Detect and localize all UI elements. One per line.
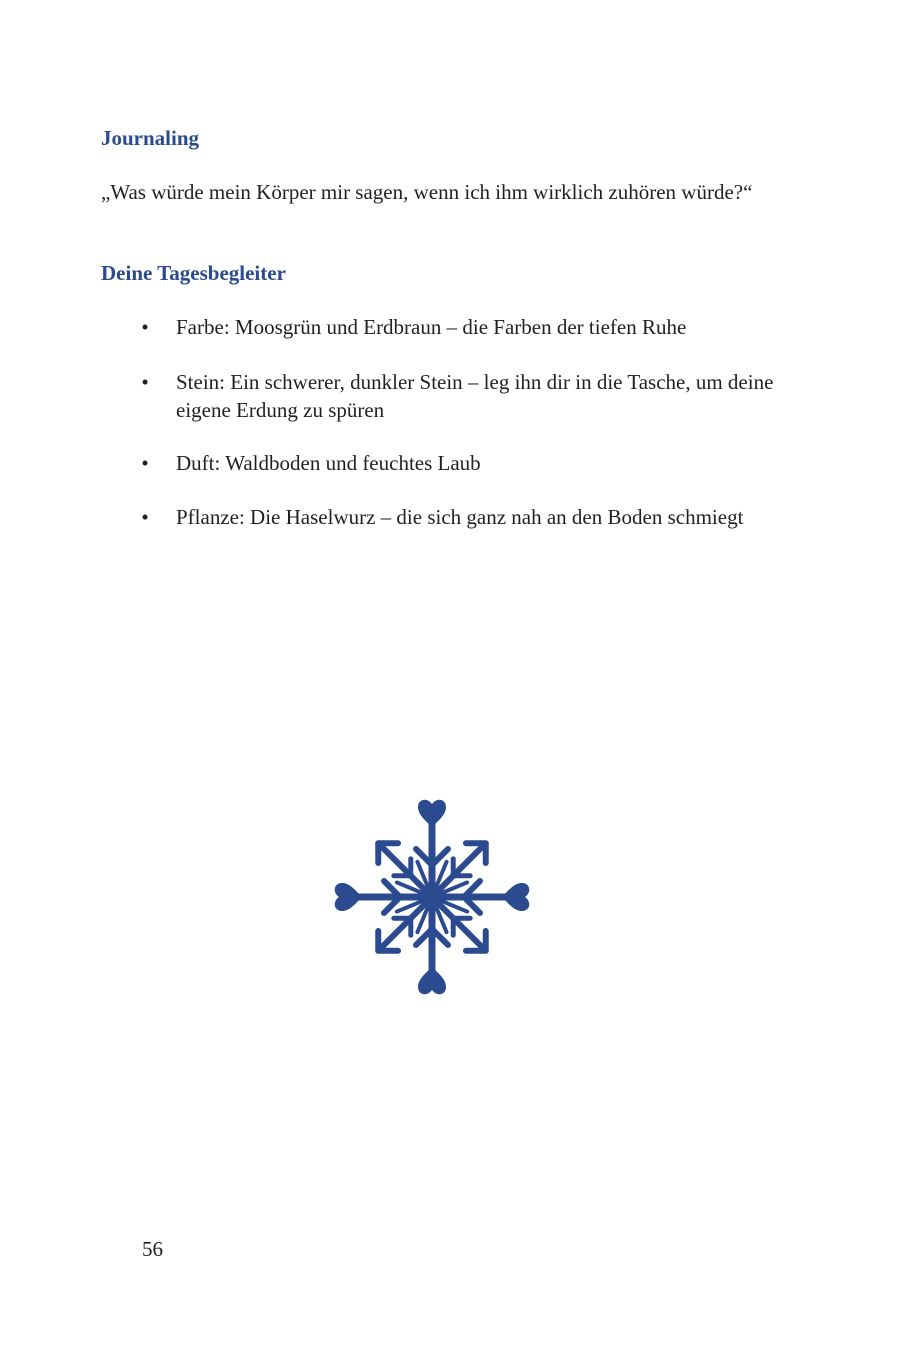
- list-item-text: Pflanze: Die Haselwurz – die sich ganz nah an den Boden schmiegt: [176, 505, 744, 529]
- journaling-quote: „Was würde mein Körper mir sagen, wenn ich ihm wirklich zuhören würde?“: [101, 180, 753, 204]
- bullet-icon: •: [141, 315, 149, 339]
- snowflake-icon: [332, 797, 532, 997]
- list-item-text: Farbe: Moosgrün und Erdbraun – die Farben der tiefen Ruhe: [176, 315, 687, 339]
- companions-heading: Deine Tagesbegleiter: [101, 261, 286, 285]
- list-item-text: Stein: Ein schwerer, dunkler Stein – leg ihn dir in die Tasche, um deine eigene Erdung zu spüren: [176, 370, 774, 422]
- journaling-heading: Journaling: [101, 126, 200, 150]
- page-number: 56: [142, 1237, 163, 1261]
- bullet-icon: •: [141, 505, 149, 529]
- list-item-text: Duft: Waldboden und feuchtes Laub: [176, 451, 481, 475]
- bullet-icon: •: [141, 370, 149, 394]
- bullet-icon: •: [141, 451, 149, 475]
